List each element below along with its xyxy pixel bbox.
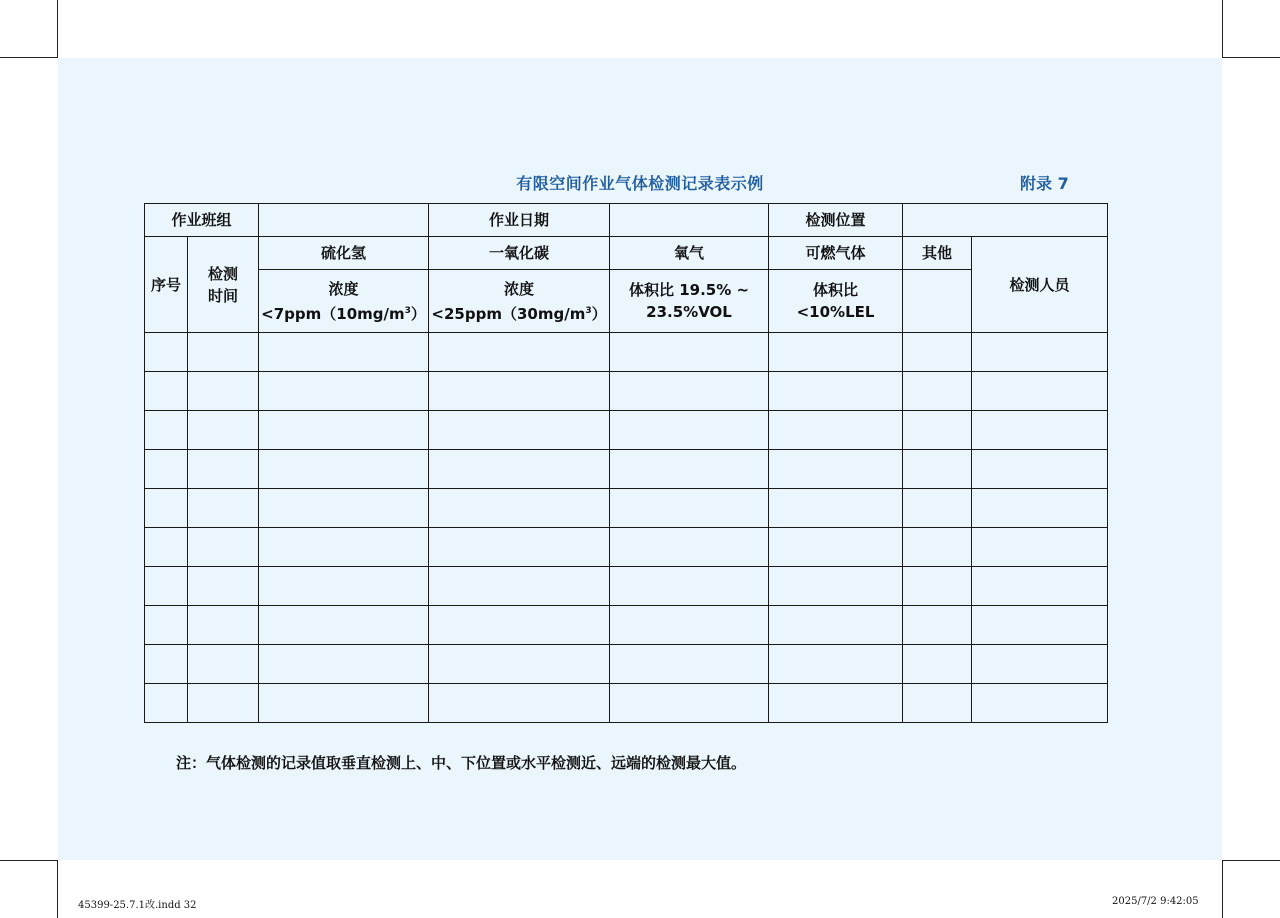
table-cell[interactable]: [769, 411, 903, 450]
combustible-limit-line1: 体积比: [813, 281, 859, 299]
table-cell[interactable]: [145, 450, 188, 489]
table-row: [145, 489, 1108, 528]
table-cell[interactable]: [429, 528, 610, 567]
table-cell[interactable]: [972, 333, 1108, 372]
table-cell[interactable]: [610, 411, 769, 450]
table-cell[interactable]: [972, 567, 1108, 606]
table-cell[interactable]: [610, 333, 769, 372]
h2s-limit-line1: 浓度: [328, 279, 359, 298]
table-cell[interactable]: [972, 606, 1108, 645]
table-cell[interactable]: [259, 450, 429, 489]
table-cell[interactable]: [972, 684, 1108, 723]
table-cell[interactable]: [610, 489, 769, 528]
time-header-line2: 时间: [208, 286, 239, 305]
table-row: [145, 606, 1108, 645]
o2-limit-line1: 体积比 19.5% ~: [628, 281, 750, 299]
location-value-cell[interactable]: [903, 204, 1108, 237]
table-cell[interactable]: [145, 411, 188, 450]
table-row: [145, 450, 1108, 489]
table-cell[interactable]: [972, 489, 1108, 528]
table-cell[interactable]: [903, 450, 972, 489]
table-row: [145, 528, 1108, 567]
table-cell[interactable]: [259, 606, 429, 645]
table-cell[interactable]: [972, 645, 1108, 684]
table-cell[interactable]: [610, 372, 769, 411]
table-cell[interactable]: [769, 528, 903, 567]
table-cell[interactable]: [259, 567, 429, 606]
table-cell[interactable]: [188, 645, 259, 684]
table-row: [145, 684, 1108, 723]
table-cell[interactable]: [769, 450, 903, 489]
time-header-line1: 检测: [208, 264, 239, 283]
table-cell[interactable]: [259, 684, 429, 723]
table-cell[interactable]: [429, 372, 610, 411]
table-row: [145, 237, 1108, 270]
table-cell[interactable]: [429, 333, 610, 372]
combustible-header: 可燃气体: [769, 237, 903, 270]
table-cell[interactable]: [145, 372, 188, 411]
table-row: [145, 567, 1108, 606]
h2s-header: 硫化氢: [259, 237, 429, 270]
table-cell[interactable]: [972, 450, 1108, 489]
table-row: [145, 372, 1108, 411]
co-limit-line1: 浓度: [504, 279, 535, 298]
table-cell[interactable]: [145, 567, 188, 606]
table-cell[interactable]: [903, 567, 972, 606]
table-cell[interactable]: [259, 411, 429, 450]
table-cell[interactable]: [259, 489, 429, 528]
other-header: 其他: [903, 237, 972, 270]
crop-mark: [57, 860, 58, 918]
document-title: 有限空间作业气体检测记录表示例: [516, 174, 764, 193]
table-cell[interactable]: [972, 528, 1108, 567]
table-cell[interactable]: [769, 684, 903, 723]
h2s-limit-line2: $<7ppm(10mg/m^3)$: [261, 304, 426, 323]
table-cell[interactable]: [145, 333, 188, 372]
footer-datetime: 2025/7/2 9:42:05: [1112, 896, 1199, 907]
table-cell[interactable]: [610, 450, 769, 489]
table-cell[interactable]: [769, 489, 903, 528]
table-cell[interactable]: [259, 333, 429, 372]
table-cell[interactable]: [903, 372, 972, 411]
table-cell[interactable]: [903, 333, 972, 372]
footer-file: 45399-25.7.1改.indd 32: [78, 900, 197, 911]
o2-limit: [610, 270, 769, 333]
table-cell[interactable]: [972, 372, 1108, 411]
table-cell[interactable]: [610, 528, 769, 567]
table-row: [145, 333, 1108, 372]
table-cell[interactable]: [769, 372, 903, 411]
location-label: 检测位置: [769, 204, 903, 237]
table-cell[interactable]: [259, 528, 429, 567]
table-cell[interactable]: [188, 606, 259, 645]
table-cell[interactable]: [769, 333, 903, 372]
crop-mark: [1222, 860, 1280, 861]
table-cell[interactable]: [610, 684, 769, 723]
table-cell[interactable]: [903, 645, 972, 684]
combustible-limit-line2: <10%LEL: [796, 303, 875, 321]
table-cell[interactable]: [188, 684, 259, 723]
appendix-label: 附录 7: [1020, 174, 1069, 193]
table-cell[interactable]: [610, 606, 769, 645]
table-cell[interactable]: [903, 489, 972, 528]
co-limit: [429, 270, 610, 333]
data-rows: [145, 333, 1108, 723]
table-cell[interactable]: [188, 567, 259, 606]
team-label: 作业班组: [145, 204, 259, 237]
crop-mark: [57, 0, 58, 58]
table-cell[interactable]: [145, 528, 188, 567]
table-cell[interactable]: [429, 684, 610, 723]
table-cell[interactable]: [188, 372, 259, 411]
co-header: 一氧化碳: [429, 237, 610, 270]
co-limit-line2: $<25ppm(30mg/m^3)$: [431, 304, 607, 323]
table-cell[interactable]: [429, 606, 610, 645]
table-cell[interactable]: [145, 489, 188, 528]
table-cell[interactable]: [429, 411, 610, 450]
table-cell[interactable]: [188, 450, 259, 489]
crop-mark: [0, 860, 58, 861]
table-cell[interactable]: [610, 567, 769, 606]
crop-mark: [1222, 57, 1280, 58]
table-row: [145, 204, 1108, 237]
personnel-header: 检测人员: [972, 237, 1108, 333]
gas-detection-record-table: [144, 203, 1108, 723]
table-row: [145, 411, 1108, 450]
table-cell[interactable]: [903, 411, 972, 450]
h2s-limit: [259, 270, 429, 333]
other-limit-cell: [903, 270, 972, 333]
date-label: 作业日期: [429, 204, 610, 237]
table-cell[interactable]: [769, 606, 903, 645]
table-cell[interactable]: [259, 372, 429, 411]
table-cell[interactable]: [903, 684, 972, 723]
crop-mark: [1222, 860, 1223, 918]
table-cell[interactable]: [188, 489, 259, 528]
table-cell[interactable]: [429, 450, 610, 489]
table-note: 注：气体检测的记录值取垂直检测上、中、下位置或水平检测近、远端的检测最大值。: [176, 754, 747, 772]
table-row: [145, 645, 1108, 684]
table-cell[interactable]: [259, 645, 429, 684]
date-value-cell[interactable]: [610, 204, 769, 237]
table-cell[interactable]: [769, 645, 903, 684]
table-cell[interactable]: [903, 528, 972, 567]
table-cell[interactable]: [903, 606, 972, 645]
o2-header: 氧气: [610, 237, 769, 270]
team-value-cell[interactable]: [259, 204, 429, 237]
table-cell[interactable]: [145, 684, 188, 723]
table-row: [145, 270, 1108, 333]
table-cell[interactable]: [429, 645, 610, 684]
table-cell[interactable]: [145, 645, 188, 684]
table-cell[interactable]: [188, 528, 259, 567]
o2-limit-line2: 23.5%VOL: [646, 303, 732, 321]
table-cell[interactable]: [769, 567, 903, 606]
crop-mark: [1222, 0, 1223, 58]
table-cell[interactable]: [145, 606, 188, 645]
seq-header: 序号: [145, 237, 188, 333]
time-header: [188, 237, 259, 333]
crop-mark: [0, 57, 58, 58]
table-cell[interactable]: [429, 489, 610, 528]
table-cell[interactable]: [188, 411, 259, 450]
table-cell[interactable]: [972, 411, 1108, 450]
table-cell[interactable]: [610, 645, 769, 684]
table-cell[interactable]: [188, 333, 259, 372]
combustible-limit: [769, 270, 903, 333]
table-cell[interactable]: [429, 567, 610, 606]
